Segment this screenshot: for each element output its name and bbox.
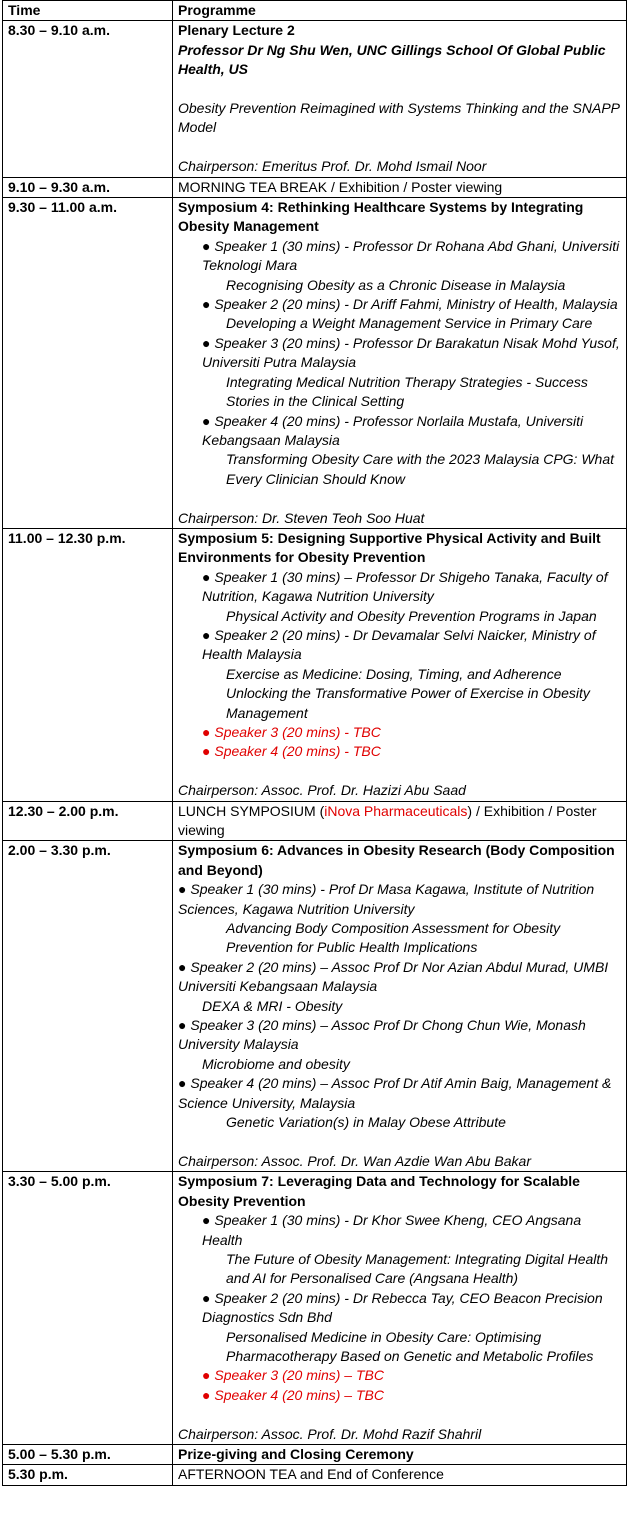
row-programme xyxy=(173,528,627,801)
table-row xyxy=(3,841,627,1172)
programme-table xyxy=(2,0,627,1486)
talk-title: Personalised Medicine in Obesity Care: Optimising Pharmacotherapy Based on Genetic and Metabolic Profiles xyxy=(226,1328,594,1364)
speaker-item-tbc: ● Speaker 4 (20 mins) - TBC xyxy=(202,743,381,760)
table-row xyxy=(3,198,627,529)
row-programme: LUNCH SYMPOSIUM (iNova Pharmaceuticals) / Exhibition / Poster viewing xyxy=(173,801,627,841)
bullet-icon: ● xyxy=(202,334,215,351)
speaker-item: ● Speaker 2 (20 mins) - Dr Devamalar Selvi Naicker, Ministry of Health Malaysia xyxy=(202,626,596,663)
speaker-item: ● Speaker 3 (20 mins) – Assoc Prof Dr Chong Chun Wie, Monash University Malaysia xyxy=(178,1017,586,1053)
row-time: 8.30 – 9.10 a.m. xyxy=(3,21,173,177)
talk-title: The Future of Obesity Management: Integrating Digital Health and AI for Personalised Care (Angsana Health) xyxy=(226,1250,609,1287)
bullet-icon: ● xyxy=(202,626,215,643)
talk-title: Transforming Obesity Care with the 2023 Malaysia CPG: What Every Clinician Should Know xyxy=(226,451,615,487)
row-programme xyxy=(173,841,627,1172)
speaker-item: ● Speaker 2 (20 mins) – Assoc Prof Dr Nor Azian Abdul Murad, UMBI Universiti Kebangsaan Malaysia xyxy=(178,958,609,995)
session-title: Symposium 5: Designing Supportive Physical Activity and Built Environments for Obesity Prevention xyxy=(178,529,601,566)
speaker-item: ● Speaker 1 (30 mins) - Dr Khor Swee Kheng, CEO Angsana Health xyxy=(202,1212,582,1248)
speaker-item: ● Speaker 4 (20 mins) - Professor Norlaila Mustafa, Universiti Kebangsaan Malaysia xyxy=(202,412,584,448)
chairperson: Chairperson: Emeritus Prof. Dr. Mohd Ismail Noor xyxy=(178,158,487,175)
bullet-icon: ● xyxy=(202,723,215,740)
row-time: 3.30 – 5.00 p.m. xyxy=(3,1172,173,1445)
talk-title: Recognising Obesity as a Chronic Disease in Malaysia xyxy=(226,276,566,293)
talk-title: Integrating Medical Nutrition Therapy Strategies - Success Stories in the Clinical Setting xyxy=(226,373,588,410)
row-time: 5.30 p.m. xyxy=(3,1465,173,1485)
session-title: Symposium 4: Rethinking Healthcare Systems by Integrating Obesity Management xyxy=(178,199,584,235)
speaker-item: ● Speaker 3 (20 mins) - Professor Dr Barakatun Nisak Mohd Yusof, Universiti Putra Malaysia xyxy=(202,334,620,371)
table-header-row xyxy=(3,1,627,21)
bullet-icon: ● xyxy=(202,237,215,254)
bullet-icon: ● xyxy=(202,568,215,585)
row-time: 2.00 – 3.30 p.m. xyxy=(3,841,173,1172)
row-time: 12.30 – 2.00 p.m. xyxy=(3,801,173,841)
chairperson: Chairperson: Assoc. Prof. Dr. Mohd Razif Shahril xyxy=(178,1425,482,1442)
bullet-icon: ● xyxy=(178,1017,191,1034)
row-programme xyxy=(173,21,627,177)
row-time: 9.10 – 9.30 a.m. xyxy=(3,177,173,197)
speaker-item: ● Speaker 1 (30 mins) – Professor Dr Shigeho Tanaka, Faculty of Nutrition, Kagawa Nutrition University xyxy=(202,568,608,605)
table-row xyxy=(3,1465,627,1485)
table-row xyxy=(3,1172,627,1445)
talk-title: Microbiome and obesity xyxy=(202,1055,350,1072)
bullet-icon: ● xyxy=(202,1367,215,1384)
talk-title: DEXA & MRI - Obesity xyxy=(202,997,343,1014)
speaker-item: ● Speaker 1 (30 mins) - Professor Dr Rohana Abd Ghani, Universiti Teknologi Mara xyxy=(202,237,620,274)
session-title: Plenary Lecture 2 xyxy=(178,22,295,39)
bullet-icon: ● xyxy=(202,296,215,313)
row-programme: AFTERNOON TEA and End of Conference xyxy=(173,1465,627,1485)
talk-title: Obesity Prevention Reimagined with Systems Thinking and the SNAPP Model xyxy=(178,100,620,136)
speaker-item: ● Speaker 4 (20 mins) – Assoc Prof Dr Atif Amin Baig, Management & Science University, Malaysia xyxy=(178,1075,612,1111)
header-programme: Programme xyxy=(173,1,627,21)
table-row xyxy=(3,21,627,177)
talk-title: Exercise as Medicine: Dosing, Timing, and Adherence Unlocking the Transformative Power of Exercise in Obesity Management xyxy=(226,665,590,721)
speaker-item-tbc: ● Speaker 3 (20 mins) - TBC xyxy=(202,723,381,740)
row-programme: MORNING TEA BREAK / Exhibition / Poster viewing xyxy=(173,177,627,197)
bullet-icon: ● xyxy=(202,1212,215,1229)
bullet-icon: ● xyxy=(202,743,215,760)
row-time: 9.30 – 11.00 a.m. xyxy=(3,198,173,529)
bullet-icon: ● xyxy=(178,1075,191,1092)
sponsor-name: iNova Pharmaceuticals xyxy=(324,802,468,819)
row-programme xyxy=(173,198,627,529)
speaker-item-tbc: ● Speaker 4 (20 mins) – TBC xyxy=(202,1386,384,1403)
bullet-icon: ● xyxy=(202,1386,215,1403)
talk-title: Genetic Variation(s) in Malay Obese Attribute xyxy=(226,1114,506,1131)
session-title: Symposium 7: Leveraging Data and Technology for Scalable Obesity Prevention xyxy=(178,1173,580,1209)
speaker-item-tbc: ● Speaker 3 (20 mins) – TBC xyxy=(202,1367,384,1384)
table-row xyxy=(3,177,627,197)
header-time: Time xyxy=(3,1,173,21)
bullet-icon: ● xyxy=(178,881,191,898)
table-row xyxy=(3,1444,627,1464)
row-time: 5.00 – 5.30 p.m. xyxy=(3,1444,173,1464)
speaker-item: ● Speaker 2 (20 mins) - Dr Rebecca Tay, CEO Beacon Precision Diagnostics Sdn Bhd xyxy=(202,1289,603,1326)
bullet-icon: ● xyxy=(178,958,191,975)
row-time: 11.00 – 12.30 p.m. xyxy=(3,528,173,801)
speaker-item: ● Speaker 2 (20 mins) - Dr Ariff Fahmi, Ministry of Health, Malaysia xyxy=(202,296,618,313)
table-row xyxy=(3,801,627,841)
talk-title: Advancing Body Composition Assessment for Obesity Prevention for Public Health Implications xyxy=(226,920,561,956)
speaker-name: Professor Dr Ng Shu Wen, UNC Gillings School Of Global Public Health, US xyxy=(178,41,606,78)
row-programme xyxy=(173,1172,627,1445)
speaker-item: ● Speaker 1 (30 mins) - Prof Dr Masa Kagawa, Institute of Nutrition Sciences, Kagawa Nutrition University xyxy=(178,881,595,917)
row-programme: Prize-giving and Closing Ceremony xyxy=(173,1444,627,1464)
chairperson: Chairperson: Dr. Steven Teoh Soo Huat xyxy=(178,509,425,526)
talk-title: Physical Activity and Obesity Prevention Programs in Japan xyxy=(226,607,597,624)
chairperson: Chairperson: Assoc. Prof. Dr. Wan Azdie Wan Abu Bakar xyxy=(178,1152,532,1169)
talk-title: Developing a Weight Management Service in Primary Care xyxy=(226,315,593,332)
session-title: Symposium 6: Advances in Obesity Research (Body Composition and Beyond) xyxy=(178,842,615,878)
bullet-icon: ● xyxy=(202,1289,215,1306)
chairperson: Chairperson: Assoc. Prof. Dr. Hazizi Abu Saad xyxy=(178,782,466,799)
bullet-icon: ● xyxy=(202,412,215,429)
table-row xyxy=(3,528,627,801)
